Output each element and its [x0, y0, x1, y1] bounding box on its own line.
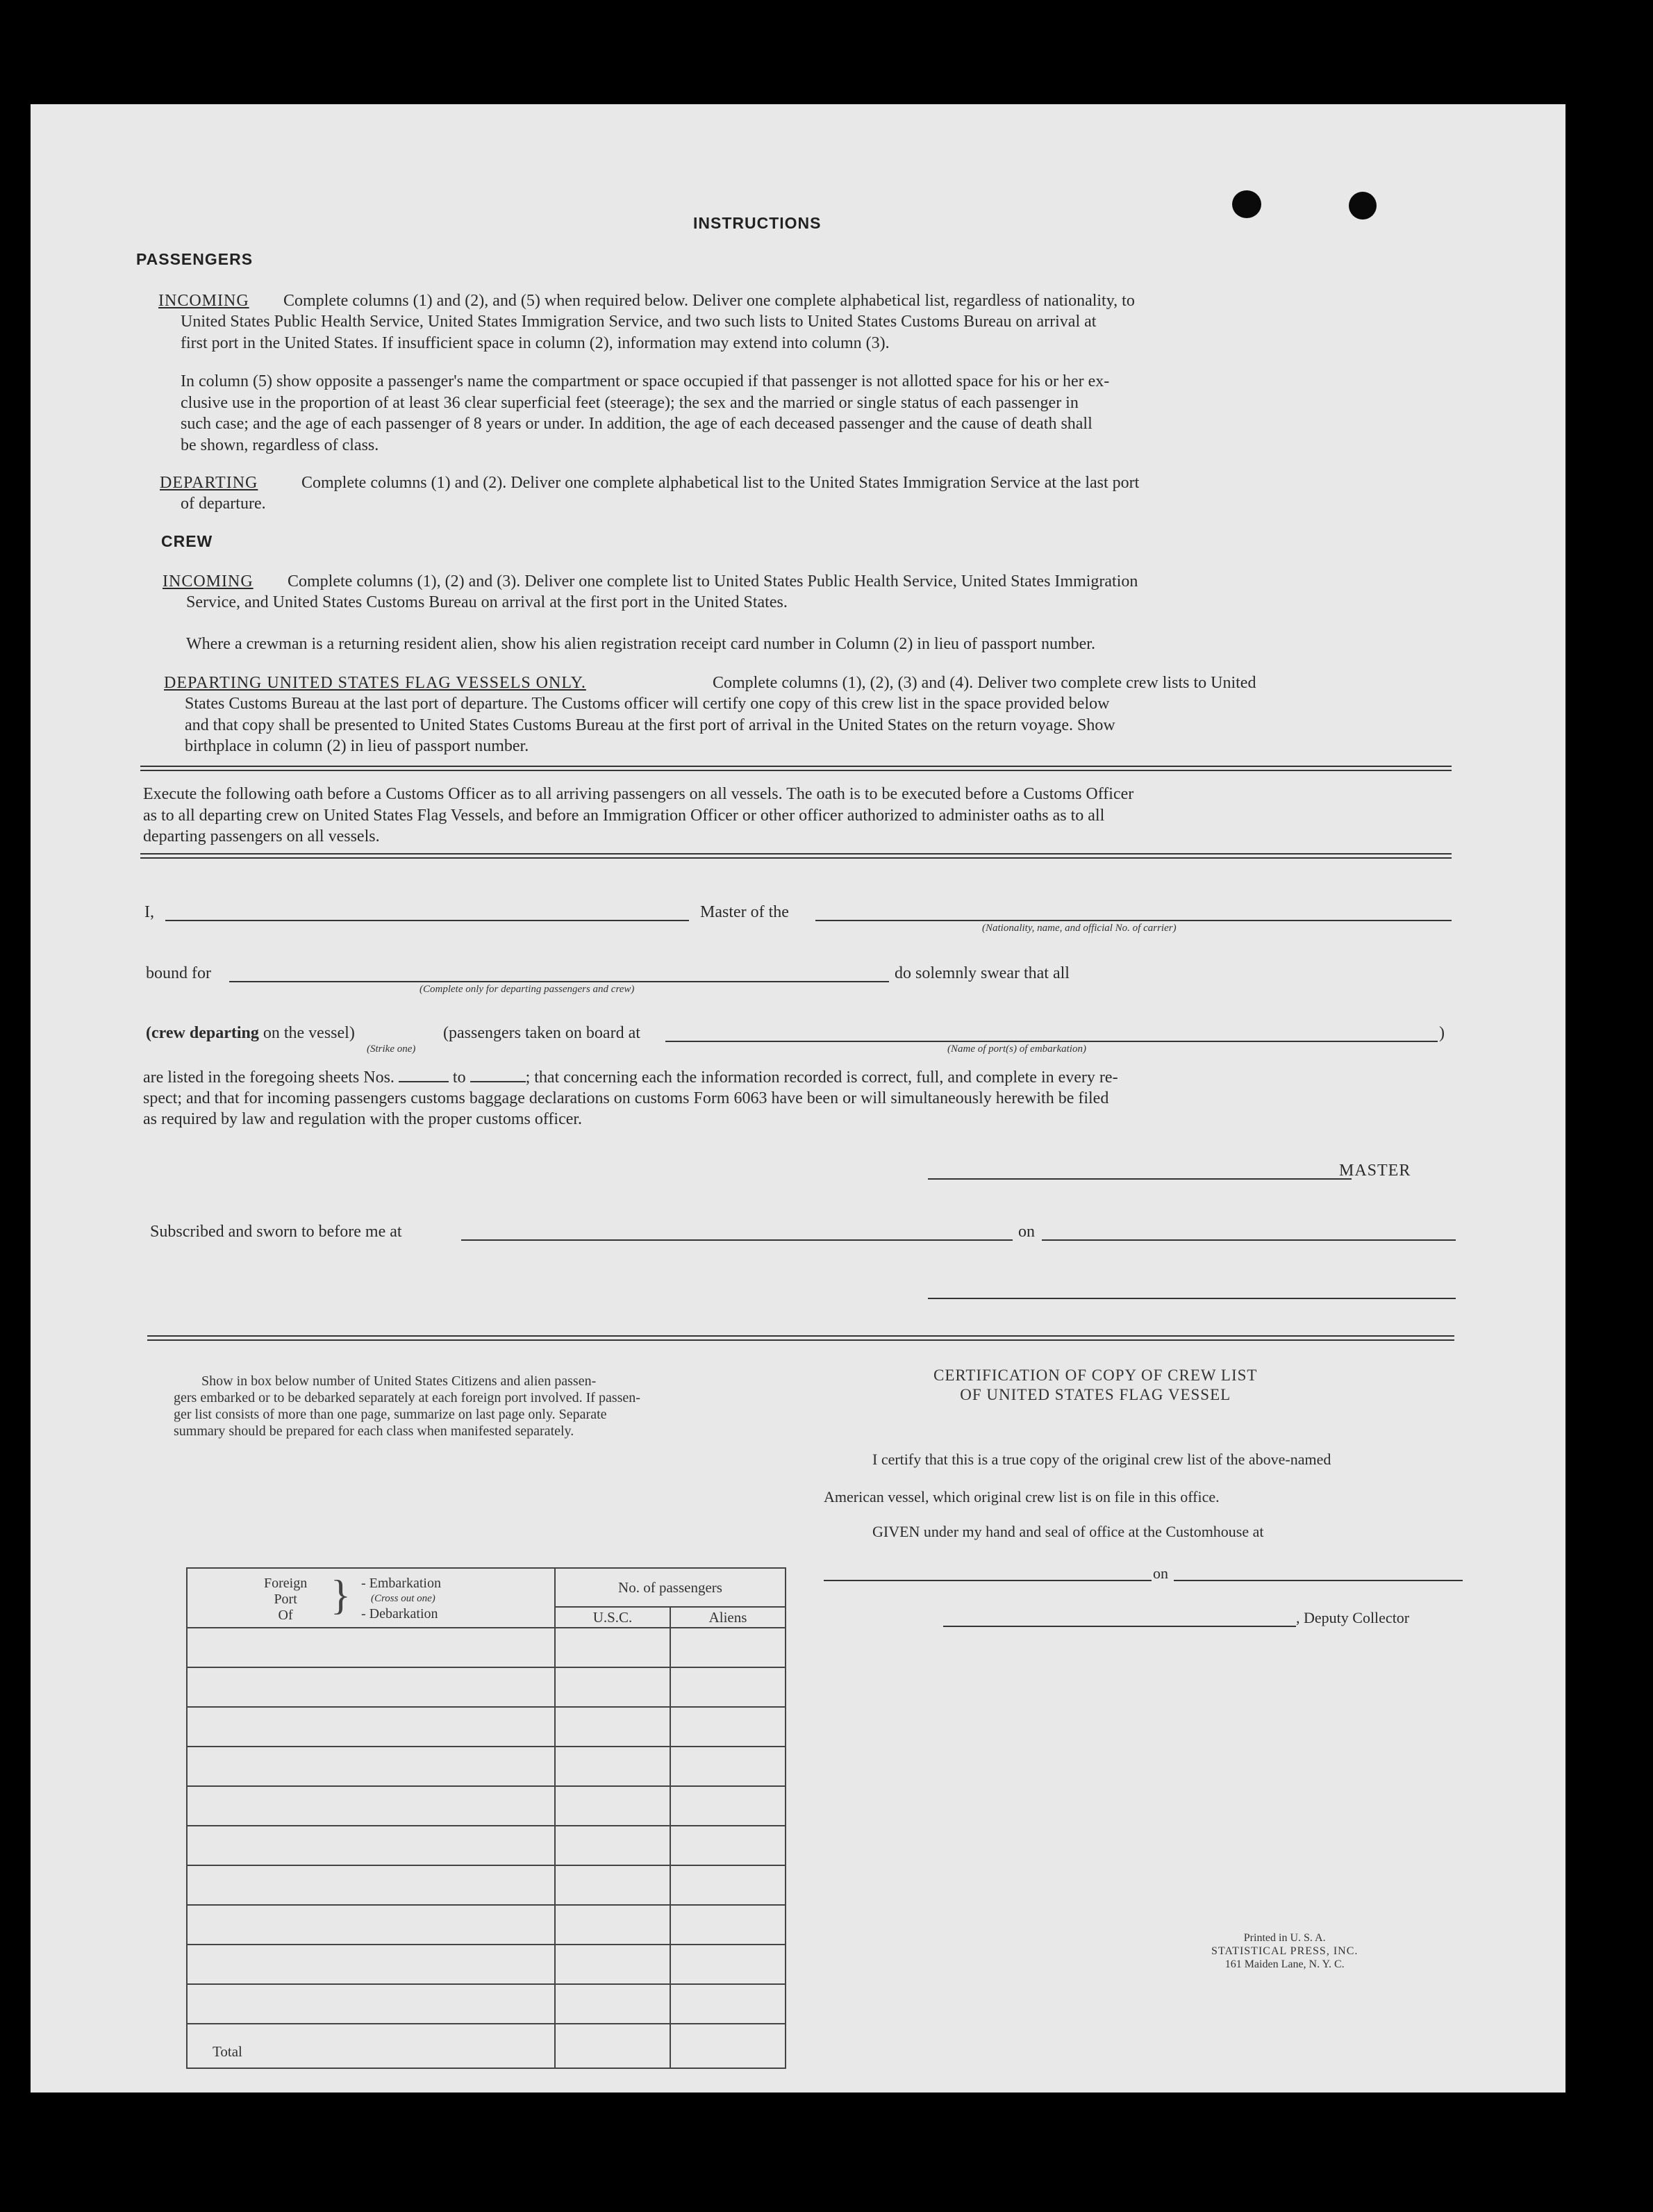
table-row	[187, 1628, 786, 1667]
master-label: MASTER	[1339, 1162, 1411, 1180]
printer-imprint: Printed in U. S. A. STATISTICAL PRESS, INC. 161 Maiden Lane, N. Y. C.	[1211, 1932, 1359, 1970]
passengers-taken-option: (passengers taken on board at	[443, 1024, 640, 1042]
crew-departing-option: (crew departing on the vessel)	[146, 1024, 355, 1042]
bound-for-field[interactable]	[229, 981, 889, 982]
passenger-summary-table	[186, 1567, 786, 2069]
table-row	[187, 1667, 786, 1707]
port-header-cell	[187, 1568, 555, 1628]
close-paren: )	[1439, 1024, 1445, 1042]
passengers-heading: PASSENGERS	[136, 250, 254, 268]
passengers-departing-text-cont: of departure.	[181, 495, 266, 513]
page-title: INSTRUCTIONS	[693, 214, 822, 232]
passengers-departing-label: DEPARTING	[160, 474, 258, 492]
listed-line-2: spect; and that for incoming passengers customs baggage declarations on customs Form 6063 have been or will simultaneously herewith be filed	[143, 1089, 1109, 1107]
officer-signature-field[interactable]	[928, 1298, 1456, 1299]
crew-incoming-text: Complete columns (1), (2) and (3). Deliver one complete list to United States Public Health Service, United States Immigration	[288, 572, 1138, 591]
table-row	[187, 1945, 786, 1984]
passengers-incoming-text-cont: United States Public Health Service, United States Immigration Service, and two such lists to United States Customs Bureau on arrival at first port in the United States. If insufficient space in column (2), information may extend into column (3).	[181, 313, 1097, 352]
deputy-collector-label: , Deputy Collector	[1296, 1609, 1410, 1626]
aliens-header: Aliens	[670, 1607, 786, 1628]
oath-i-label: I,	[144, 903, 154, 921]
crew-incoming-label: INCOMING	[163, 572, 254, 591]
foreign-port-of: Foreign Port Of	[264, 1576, 308, 1623]
table-row	[187, 1865, 786, 1905]
column5-paragraph: In column (5) show opposite a passenger's name the compartment or space occupied if that passenger is not allotted space for his or her ex- clusive use in the proportion of at least 36 clear superficial feet (steerage); the sex and the married or single status of each passenger in such case; and the age of each passenger of 8 years or under. In addition, the age of each deceased passenger and the cause of death shall be shown, regardless of class.	[181, 372, 1110, 454]
certification-title: CERTIFICATION OF COPY OF CREW LIST OF UNITED STATES FLAG VESSEL	[933, 1367, 1258, 1403]
total-label: Total	[187, 2024, 555, 2068]
customhouse-field[interactable]	[824, 1580, 1152, 1581]
oath-intro: Execute the following oath before a Customs Officer as to all arriving passengers on all vessels. The oath is to be executed before a Customs Officer as to all departing crew on United States Flag Vessels, and before an Immigration Officer or other officer authorized to administer oaths as to all departing passengers on all vessels.	[143, 785, 1134, 845]
punch-hole-right	[1349, 192, 1377, 220]
certification-date-field[interactable]	[1174, 1580, 1463, 1581]
crew-heading: CREW	[161, 532, 213, 550]
certification-on-label: on	[1153, 1565, 1168, 1582]
divider-top	[140, 766, 1452, 771]
listed-line-1: are listed in the foregoing sheets Nos. to ; that concerning each the information recorded is correct, full, and complete in every re-	[143, 1068, 1118, 1087]
embarkation-option[interactable]: - Embarkation	[361, 1576, 441, 1591]
table-row	[187, 1786, 786, 1826]
passengers-incoming-text: Complete columns (1) and (2), and (5) when required below. Deliver one complete alphabetical list, regardless of nationality, to	[283, 292, 1135, 310]
punch-hole-left	[1232, 190, 1261, 218]
table-row	[187, 1984, 786, 2024]
resident-alien-text: Where a crewman is a returning resident alien, show his alien registration receipt card number in Column (2) in lieu of passport number.	[186, 635, 1095, 653]
embarkation-port-field[interactable]	[665, 1041, 1438, 1042]
bound-for-label: bound for	[146, 964, 211, 982]
sworn-date-field[interactable]	[1042, 1239, 1456, 1241]
debarkation-option[interactable]: - Debarkation	[361, 1606, 438, 1621]
carrier-field[interactable]	[815, 920, 1452, 921]
table-row	[187, 1707, 786, 1747]
crew-incoming-text-cont: Service, and United States Customs Bureau on arrival at the first port in the United States.	[186, 593, 788, 611]
crew-departing-text-cont: States Customs Bureau at the last port of departure. The Customs officer will certify one copy of this crew list in the space provided below and that copy shall be presented to United States Customs Bureau at the first port of arrival in the United States on the return voyage. Show birthplace in column (2) in lieu of passport number.	[185, 695, 1115, 755]
solemnly-swear-text: do solemnly swear that all	[895, 964, 1070, 982]
sworn-on-label: on	[1018, 1223, 1035, 1241]
table-row	[187, 1905, 786, 1945]
divider-oath	[140, 853, 1452, 859]
port-caption: (Name of port(s) of embarkation)	[947, 1043, 1086, 1055]
form-page	[31, 104, 1565, 2093]
usc-header: U.S.C.	[555, 1607, 670, 1628]
subscribed-label: Subscribed and sworn to before me at	[150, 1223, 402, 1241]
total-row	[187, 2024, 786, 2068]
given-line: GIVEN under my hand and seal of office at the Customhouse at	[872, 1523, 1264, 1540]
carrier-caption: (Nationality, name, and official No. of carrier)	[982, 923, 1177, 934]
crew-departing-text: Complete columns (1), (2), (3) and (4). Deliver two complete crew lists to United	[713, 674, 1256, 692]
listed-line-3: as required by law and regulation with the proper customs officer.	[143, 1110, 583, 1128]
master-of-the-label: Master of the	[700, 903, 789, 921]
certify-line-1: I certify that this is a true copy of the original crew list of the above-named	[872, 1451, 1331, 1468]
no-of-passengers-header: No. of passengers	[555, 1568, 786, 1607]
crew-departing-label: DEPARTING UNITED STATES FLAG VESSELS ONLY.	[164, 674, 586, 692]
brace: }	[331, 1572, 351, 1618]
cross-out-caption: (Cross out one)	[371, 1593, 435, 1604]
passengers-incoming-label: INCOMING	[158, 292, 249, 310]
sworn-at-field[interactable]	[461, 1239, 1013, 1241]
master-name-field[interactable]	[165, 920, 689, 921]
complete-only-caption: (Complete only for departing passengers and crew)	[420, 984, 635, 995]
table-row	[187, 1826, 786, 1865]
master-signature-field[interactable]	[928, 1178, 1352, 1180]
strike-one-caption: (Strike one)	[367, 1043, 416, 1055]
passengers-departing-text: Complete columns (1) and (2). Deliver one complete alphabetical list to the United States Immigration Service at the last port	[301, 474, 1140, 492]
deputy-collector-signature-field[interactable]	[943, 1626, 1296, 1627]
summary-instructions: Show in box below number of United States Citizens and alien passen- gers embarked or to be debarked separately at each foreign port involved. If passen- ger list consists of more than one page, summarize on last page only. Separate summary should be prepared for each class when manifested separately.	[174, 1373, 640, 1439]
divider-bottom	[147, 1335, 1454, 1341]
certify-line-2: American vessel, which original crew list is on file in this office.	[824, 1488, 1220, 1505]
table-row	[187, 1747, 786, 1786]
